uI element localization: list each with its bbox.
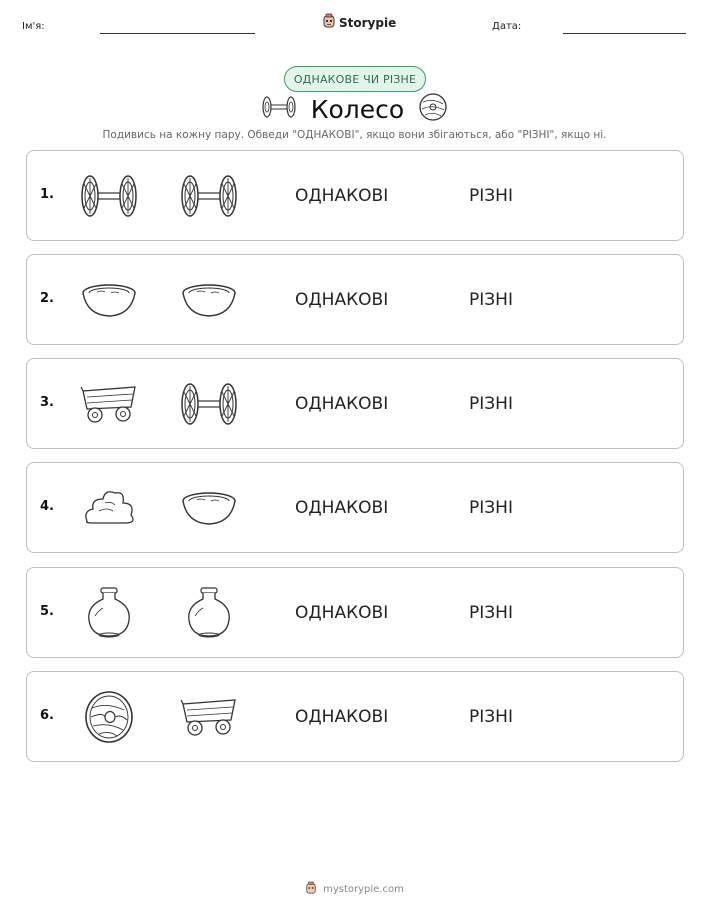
row-number: 3. (40, 395, 54, 410)
exercise-row (26, 254, 684, 345)
cart-icon (179, 690, 239, 744)
bowl-icon (179, 273, 239, 327)
wooden-wheel-icon (418, 92, 448, 126)
exercise-row (26, 462, 684, 553)
cart-icon (79, 377, 139, 431)
instruction-text: Подивись на кожну пару. Обведи "ОДНАКОВІ", якщо вони збігаються, або "РІЗНІ", якщо ні. (102, 129, 607, 141)
different-option[interactable]: РІЗНІ (469, 394, 513, 414)
exercise-row (26, 358, 684, 449)
vase-icon (79, 586, 139, 640)
same-option[interactable]: ОДНАКОВІ (295, 290, 389, 310)
exercise-row (26, 567, 684, 658)
bowl-icon (79, 273, 139, 327)
title-row (0, 92, 709, 126)
different-option[interactable]: РІЗНІ (469, 186, 513, 206)
same-option[interactable]: ОДНАКОВІ (295, 707, 389, 727)
storypie-logo (322, 13, 396, 33)
footer (0, 880, 709, 899)
different-option[interactable]: РІЗНІ (469, 290, 513, 310)
exercise-row (26, 671, 684, 762)
vase-icon (179, 586, 239, 640)
different-option[interactable]: РІЗНІ (469, 498, 513, 518)
name-line[interactable] (100, 33, 255, 34)
row-number: 2. (40, 291, 54, 306)
dough-icon (79, 481, 139, 535)
date-label: Дата: (492, 21, 522, 32)
bowl-icon (179, 481, 239, 535)
wooden-wheel-icon (79, 690, 139, 744)
storypie-mascot-icon (305, 880, 317, 899)
axle-with-wheels-icon (179, 377, 239, 431)
different-option[interactable]: РІЗНІ (469, 707, 513, 727)
axle-with-wheels-icon (79, 169, 139, 223)
brand-name: Storypie (339, 16, 397, 30)
same-option[interactable]: ОДНАКОВІ (295, 498, 389, 518)
storypie-mascot-icon (322, 13, 336, 33)
different-option[interactable]: РІЗНІ (469, 603, 513, 623)
footer-site: mystorypie.com (323, 884, 404, 895)
same-option[interactable]: ОДНАКОВІ (295, 186, 389, 206)
row-number: 5. (40, 604, 54, 619)
axle-with-wheels-icon (179, 169, 239, 223)
date-line[interactable] (563, 33, 686, 34)
same-option[interactable]: ОДНАКОВІ (295, 603, 389, 623)
exercise-row (26, 150, 684, 241)
axle-with-wheels-icon (261, 95, 297, 123)
name-label: Ім'я: (22, 21, 45, 32)
worksheet-type-badge: ОДНАКОВЕ ЧИ РІЗНЕ (284, 66, 426, 92)
worksheet-title: Колесо (310, 94, 405, 124)
row-number: 4. (40, 499, 54, 514)
same-option[interactable]: ОДНАКОВІ (295, 394, 389, 414)
row-number: 1. (40, 187, 54, 202)
row-number: 6. (40, 708, 54, 723)
